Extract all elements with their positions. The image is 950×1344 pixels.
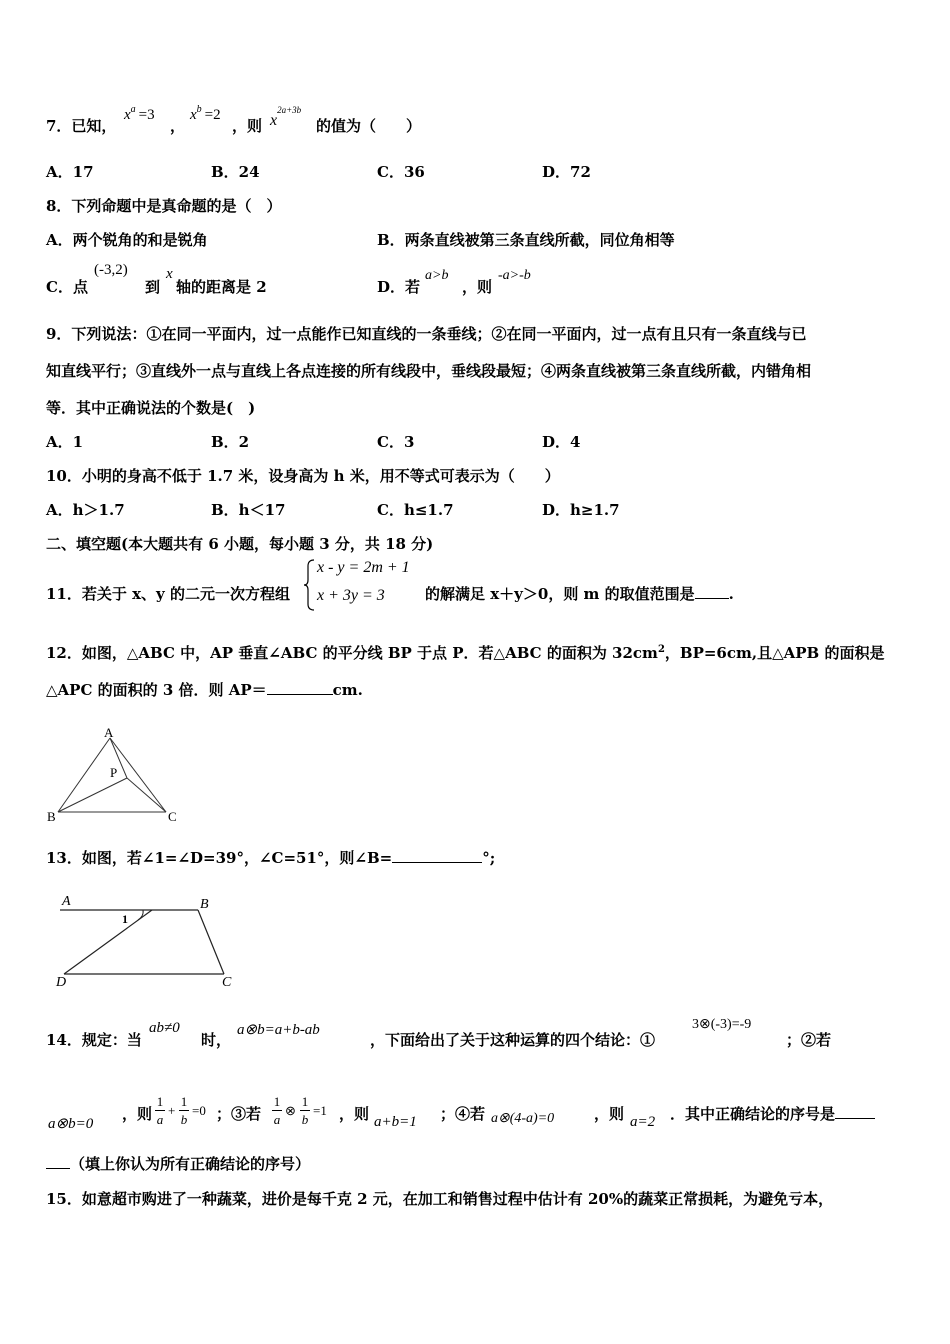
q11-equation-system — [303, 558, 423, 612]
q11-tail: 的解满足 x＋y＞0，则 m 的取值范围是 . — [425, 585, 734, 603]
q14-line-2-d: ；④若 — [440, 1105, 486, 1123]
q9-line-1: 9．下列说法：①在同一平面内，过一点能作已知直线的一条垂线；②在同一平面内，过一点有且只有一条直线与已 — [46, 325, 807, 343]
q8-option-d-pre: D．若 — [377, 278, 421, 296]
fig13-label-a: A — [62, 894, 71, 909]
q13-answer-blank[interactable] — [392, 862, 482, 863]
q14-answer-blank-1[interactable] — [835, 1118, 875, 1119]
q14-line-1-c: ，下面给出了关于这种运算的四个结论：① — [370, 1031, 656, 1049]
q14-line-2-e: ，则 — [594, 1105, 625, 1123]
q8-option-a: A．两个锐角的和是锐角 — [46, 231, 208, 249]
q14-line-2-f: ．其中正确结论的序号是 — [670, 1104, 875, 1124]
q14-definition: a⊗b=a+b-ab — [237, 1022, 320, 1038]
fig13-label-c: C — [222, 975, 232, 990]
fig13-label-b: B — [200, 897, 209, 912]
q7-label: 7．已知， — [46, 117, 117, 135]
q8-option-c-point: (-3,2) — [94, 262, 128, 278]
q14-result-3: a+b=1 — [374, 1114, 417, 1130]
q14-line-2-b: ；③若 — [216, 1105, 262, 1123]
q14-answer-blank-2[interactable] — [46, 1168, 70, 1169]
q7-option-c: C．36 — [377, 163, 425, 181]
q9-line-3: 等．其中正确说法的个数是( ) — [46, 399, 256, 417]
q12-answer-blank[interactable] — [267, 694, 333, 695]
q7-then: ，则 — [232, 117, 263, 135]
q8-option-d-result: -a>-b — [498, 268, 531, 283]
q9-option-c: C．3 — [377, 433, 415, 451]
q12-line-1: 12．如图，△ABC 中，AP 垂直∠ABC 的平分线 BP 于点 P．若△ABC 的面积为 $32cm^2$，BP=6cm,且△APB 的面积是 — [46, 644, 885, 662]
q12-triangle-figure — [44, 722, 184, 828]
q7-option-b: B．24 — [211, 163, 260, 181]
q14-line-2-c: ，则 — [339, 1105, 370, 1123]
q7-option-d: D．72 — [542, 163, 591, 181]
q10-option-b: B．h＜17 — [211, 501, 286, 519]
q8-option-c-pre: C．点 — [46, 278, 88, 296]
q9-option-d: D．4 — [542, 433, 581, 451]
q13-trapezoid-figure — [52, 890, 242, 990]
q14-condition: ab≠0 — [149, 1020, 180, 1036]
q7-math-xa: $x^a =3$ — [124, 104, 155, 123]
q8-option-c-post: 轴的距离是 2 — [176, 278, 267, 296]
q7-math-xb: $x^b =2$ — [190, 104, 221, 123]
q14-premise-4: a⊗(4-a)=0 — [491, 1111, 555, 1126]
q11-answer-blank[interactable] — [695, 598, 729, 599]
q11-equation-1: x - y = 2m + 1 — [317, 559, 410, 576]
q7-option-a: A．17 — [46, 163, 94, 181]
q9-line-2: 知直线平行；③直线外一点与直线上各点连接的所有线段中，垂线段最短；④两条直线被第三条直线所截，内错角相 — [46, 362, 812, 380]
q15-stem: 15．如意超市购进了一种蔬菜，进价是每千克 2 元，在加工和销售过程中估计有 20%的蔬菜正常损耗，为避免亏本， — [46, 1190, 834, 1208]
fig12-label-p: P — [110, 765, 118, 780]
q10-option-a: A．h＞1.7 — [46, 501, 125, 519]
q14-line-1-a: 14．规定：当 — [46, 1031, 142, 1049]
fig13-label-d: D — [56, 975, 67, 990]
q8-stem: 8．下列命题中是真命题的是（ ） — [46, 197, 282, 215]
q10-option-d: D．h≥1.7 — [542, 501, 620, 519]
q14-result-1: 3⊗(-3)=-9 — [692, 1017, 752, 1032]
q7-stem — [46, 116, 116, 136]
q14-line-1-b: 时， — [201, 1031, 232, 1049]
q7-math-target: x2a+3b — [270, 105, 302, 129]
q8-option-c-axis: x — [166, 266, 173, 282]
q11-equation-2: x + 3y = 3 — [317, 587, 385, 604]
q8-option-d-cond: a>b — [425, 268, 449, 283]
q7-tail: 的值为（ ） — [316, 117, 422, 135]
q9-option-b: B．2 — [211, 433, 250, 451]
q7-comma: ， — [170, 117, 186, 135]
fig12-label-a: A — [104, 725, 114, 740]
q13-stem: 13．如图，若∠1=∠D=39°，∠C=51°，则∠B= °; — [46, 849, 496, 867]
q10-stem: 10．小明的身高不低于 1.7 米，设身高为 h 米，用不等式可表示为（ ） — [46, 467, 560, 485]
q9-option-a: A．1 — [46, 433, 84, 451]
q14-line-1-d: ；②若 — [786, 1031, 832, 1049]
q14-result-4: a=2 — [630, 1114, 656, 1130]
q14-line-3: （填上你认为所有正确结论的序号） — [46, 1154, 310, 1174]
q14-premise-2: a⊗b=0 — [48, 1116, 94, 1132]
q10-option-c: C．h≤1.7 — [377, 501, 454, 519]
q8-option-c-mid: 到 — [145, 278, 161, 296]
q11-stem: 11．若关于 x、y 的二元一次方程组 — [46, 585, 290, 603]
section-2-heading: 二、填空题(本大题共有 6 小题，每小题 3 分，共 18 分) — [46, 535, 434, 553]
brace-icon — [303, 558, 317, 612]
fig12-label-b: B — [47, 809, 56, 824]
fig12-label-c: C — [168, 809, 177, 824]
fig13-angle-label: 1 — [122, 912, 128, 926]
q8-option-b: B．两条直线被第三条直线所截，同位角相等 — [377, 231, 675, 249]
q14-line-2-a: ，则 — [122, 1105, 153, 1123]
q12-line-2: △APC 的面积的 3 倍．则 AP＝ cm. — [46, 681, 363, 699]
q8-option-d-mid: ，则 — [462, 278, 493, 296]
